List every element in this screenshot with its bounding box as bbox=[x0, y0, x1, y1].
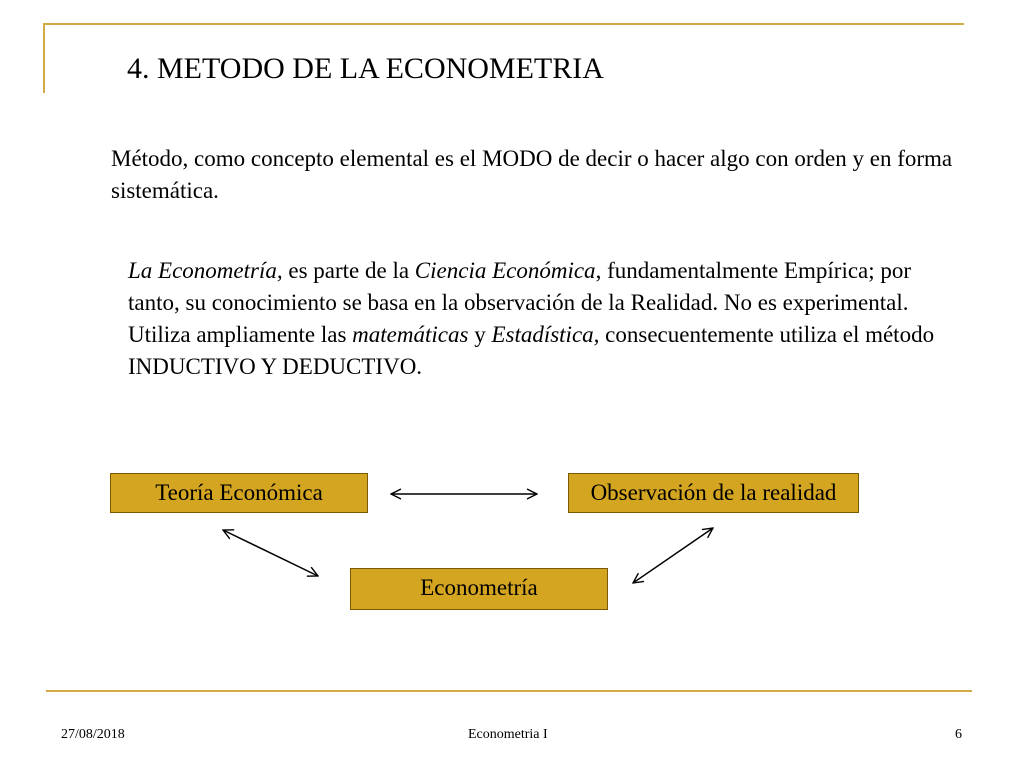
box-teoria-economica: Teoría Económica bbox=[110, 473, 368, 513]
footer-course: Econometria I bbox=[468, 727, 548, 742]
p2-segment: y bbox=[468, 322, 492, 347]
footer-page-number: 6 bbox=[955, 727, 962, 742]
footer-date: 27/08/2018 bbox=[61, 727, 125, 742]
slide-title: 4. METODO DE LA ECONOMETRIA bbox=[127, 52, 604, 85]
p2-segment: Estadística, bbox=[491, 322, 600, 347]
box-econometria: Econometría bbox=[350, 568, 608, 610]
p2-segment: , fundamentalmente Empírica; por tanto, su conocimiento se basa en la observación de la Realidad. No es experimental. Utiliza ampliamente las bbox=[128, 258, 912, 347]
paragraph-metodo: Método, como concepto elemental es el MODO de decir o hacer algo con orden y en forma sistemática. bbox=[111, 146, 953, 203]
p2-segment: La Econometría, bbox=[128, 258, 283, 283]
arrow-teoria-econometria bbox=[223, 530, 318, 576]
p2-segment: Ciencia Económica bbox=[414, 258, 596, 283]
box-observacion-realidad: Observación de la realidad bbox=[568, 473, 859, 513]
p2-segment: es parte de la bbox=[282, 258, 415, 283]
p2-segment: consecuentemente utiliza el método INDUCTIVO Y DEDUCTIVO. bbox=[128, 322, 935, 379]
p2-segment: matemáticas bbox=[352, 322, 469, 347]
arrow-observacion-econometria bbox=[633, 528, 713, 583]
